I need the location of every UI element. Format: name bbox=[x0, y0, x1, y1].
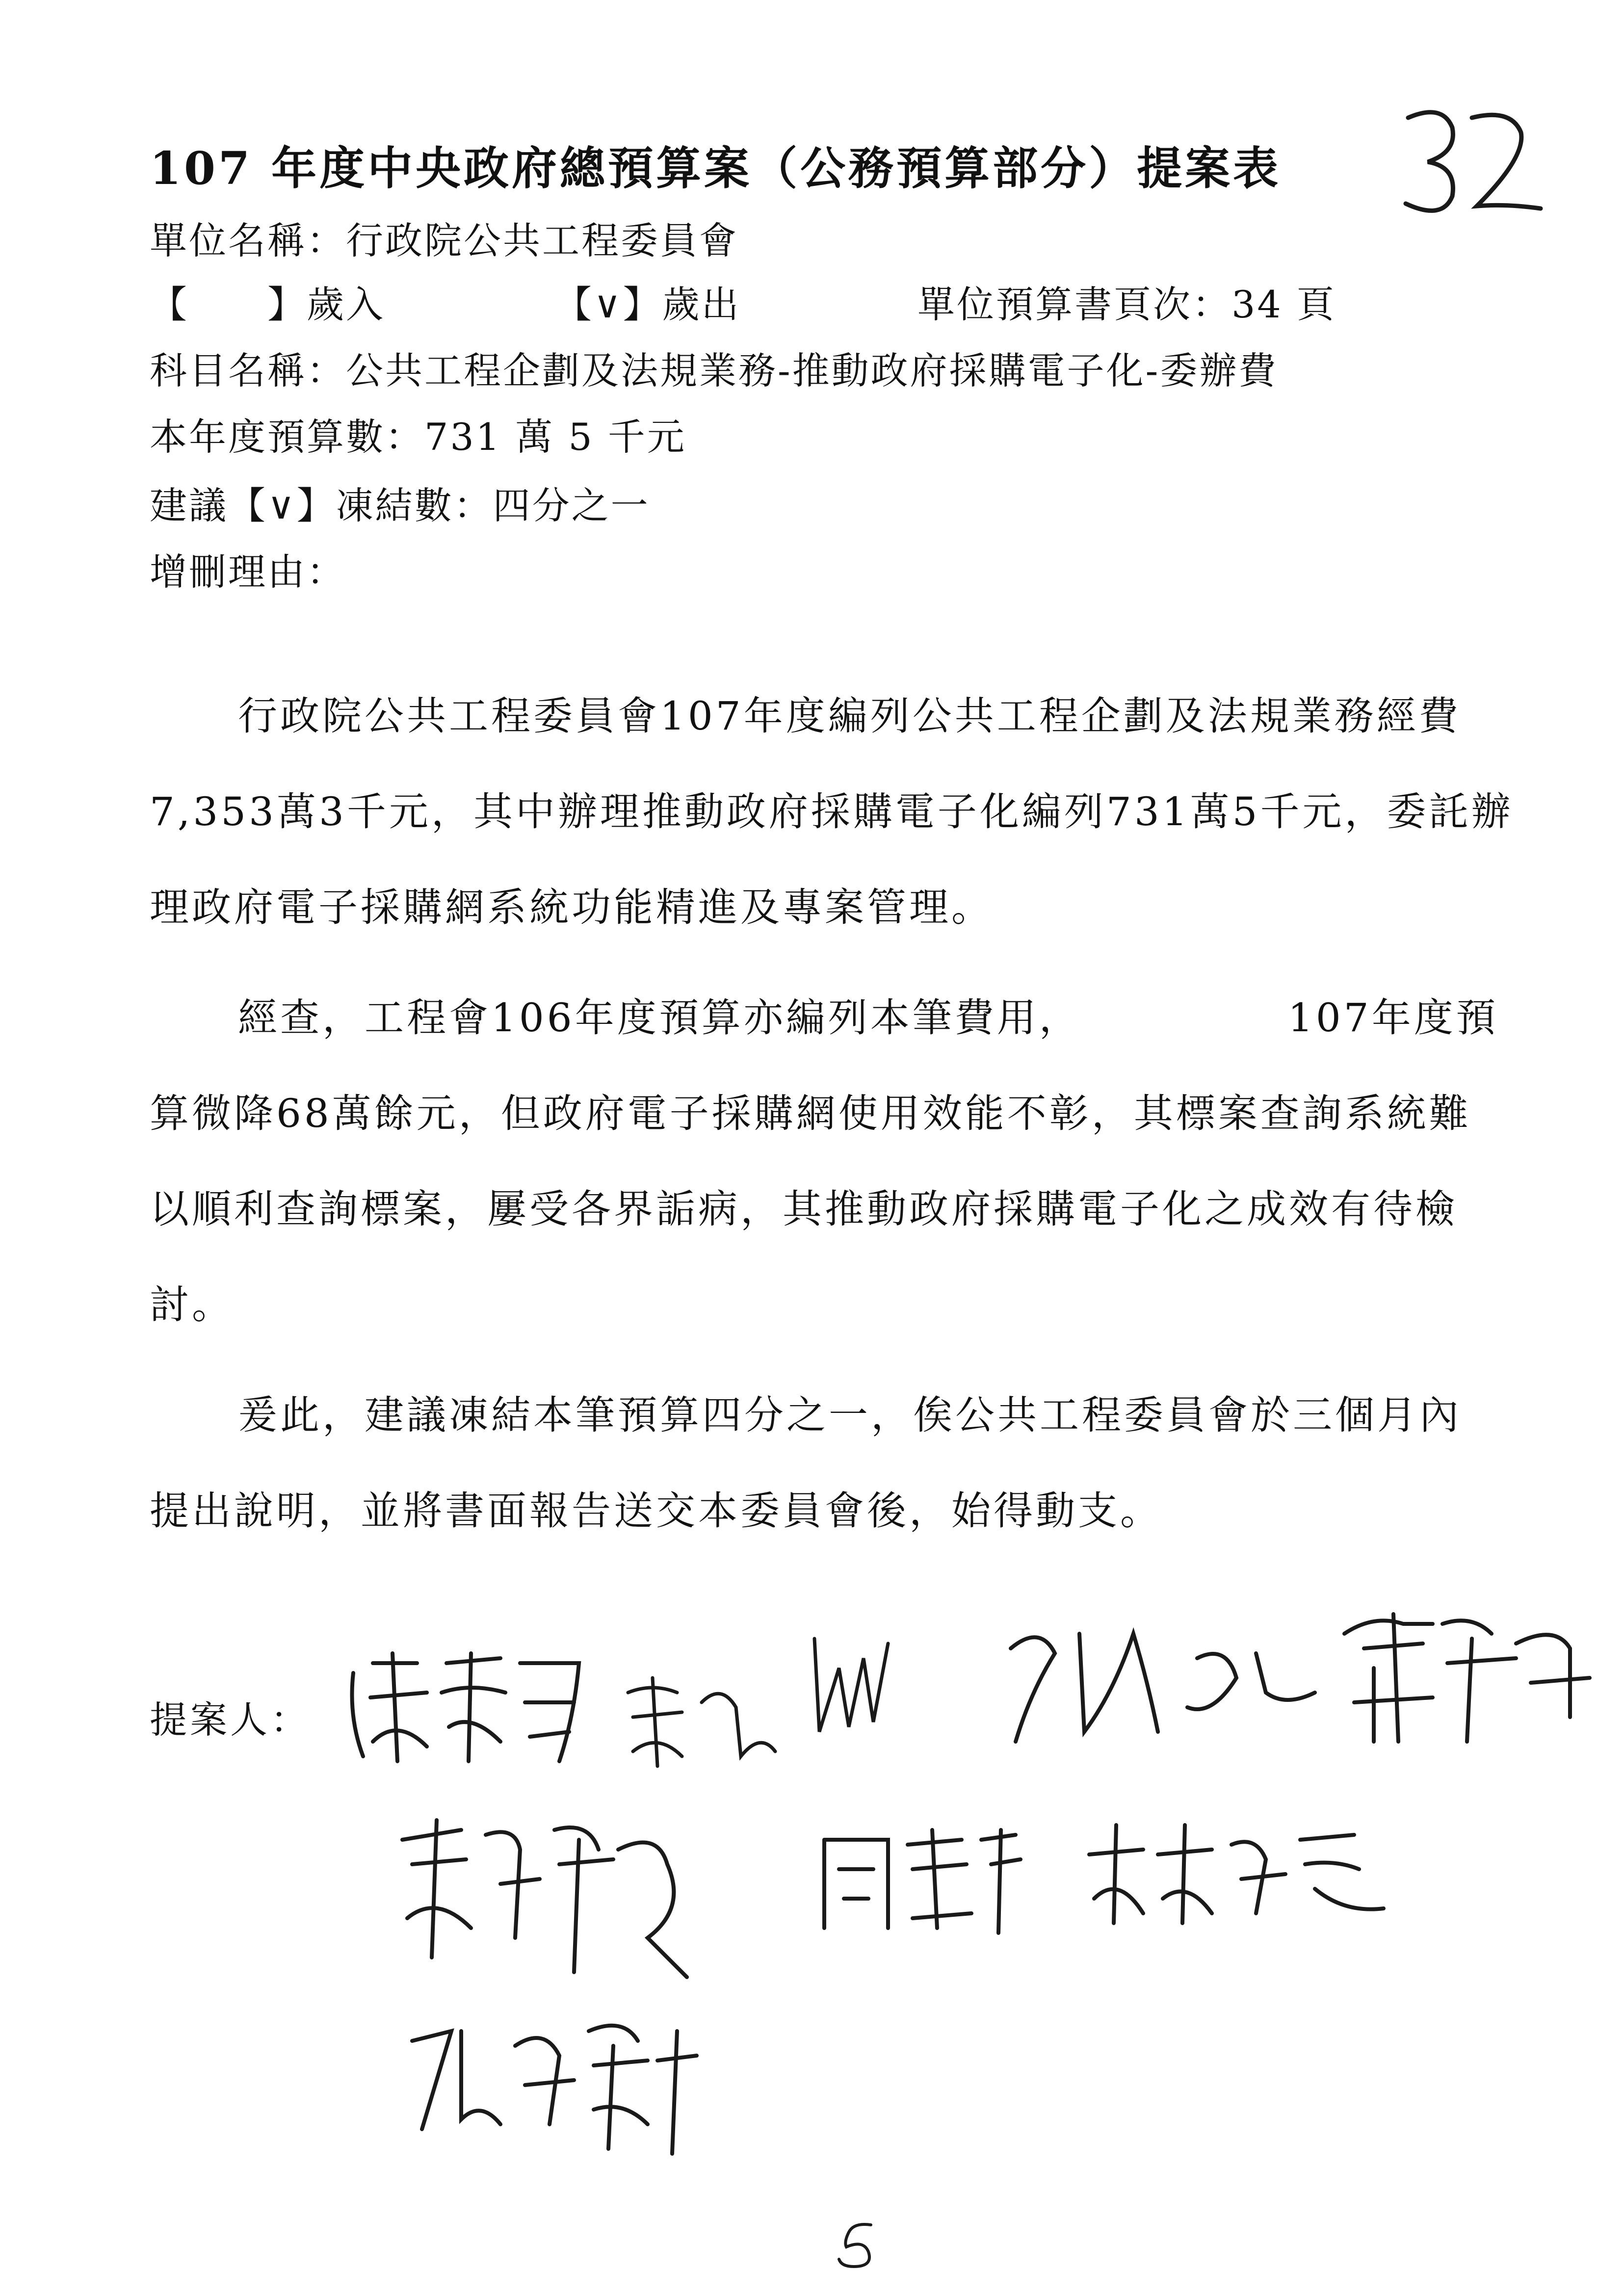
reason-paragraph-2 bbox=[150, 986, 1523, 1339]
signature-6 bbox=[814, 1820, 1025, 1940]
reason-paragraph-3 bbox=[150, 1383, 1523, 1534]
paragraph-line: 算微降68萬餘元，但政府電子採購網使用效能不彰，其標案查詢系統難 bbox=[150, 1091, 1471, 1136]
signature-2 bbox=[623, 1673, 785, 1773]
handwritten-footer-number bbox=[829, 2218, 883, 2273]
signature-1 bbox=[343, 1644, 589, 1773]
paragraph-line: 理政府電子採購網系統功能精進及專案管理。 bbox=[150, 885, 994, 930]
signature-strokes bbox=[393, 1810, 697, 1987]
paragraph-line: 以順利查詢標案，屢受各界詬病，其推動政府採購電子化之成效有待檢 bbox=[150, 1186, 1458, 1232]
signature-4 bbox=[1001, 1594, 1614, 1763]
signature-strokes bbox=[1079, 1815, 1393, 1933]
signature-7 bbox=[1079, 1815, 1393, 1935]
revenue-marker: 【 】歲入 bbox=[150, 283, 385, 326]
signature-strokes bbox=[402, 2002, 707, 2164]
signature-3 bbox=[805, 1629, 893, 1744]
freeze-proposal-line: 建議【∨】凍結數：四分之一 bbox=[150, 484, 650, 527]
signature-5 bbox=[393, 1810, 697, 1989]
budget-amount-line: 本年度預算數：731 萬 5 千元 bbox=[150, 415, 686, 459]
handwritten-footer-strokes bbox=[829, 2218, 883, 2271]
signature-strokes bbox=[623, 1673, 785, 1771]
paragraph-line: 107年度預 bbox=[1288, 995, 1498, 1041]
signature-strokes bbox=[805, 1629, 893, 1742]
paragraph-line: 爰此，建議凍結本筆預算四分之一，俟公共工程委員會於三個月內 bbox=[238, 1392, 1462, 1438]
reason-label: 增刪理由： bbox=[150, 550, 346, 594]
paragraph-line: 經查，工程會106年度預算亦編列本筆費用， bbox=[238, 995, 1081, 1041]
signature-strokes bbox=[1001, 1594, 1614, 1761]
proposer-label: 提案人： bbox=[150, 1698, 311, 1742]
signature-strokes bbox=[343, 1644, 589, 1771]
paragraph-line: 提出說明，並將書面報告送交本委員會後，始得動支。 bbox=[150, 1488, 1162, 1534]
unit-name-line: 單位名稱：行政院公共工程委員會 bbox=[150, 219, 738, 262]
paragraph-line: 行政院公共工程委員會107年度編列公共工程企劃及法規業務經費 bbox=[238, 693, 1461, 739]
handwritten-page-number bbox=[1398, 98, 1545, 228]
expense-marker: 【∨】歲出 bbox=[554, 283, 741, 326]
paragraph-line: 討。 bbox=[150, 1282, 234, 1328]
signature-8 bbox=[402, 2002, 707, 2166]
reason-paragraph-1 bbox=[150, 684, 1523, 930]
revenue-expense-row bbox=[0, 275, 1624, 324]
paragraph-line: 7,353萬3千元，其中辦理推動政府採購電子化編列731萬5千元，委託辦 bbox=[150, 789, 1514, 835]
budget-page-reference: 單位預算書頁次：34 頁 bbox=[917, 283, 1336, 326]
handwritten-page-number-strokes bbox=[1398, 98, 1545, 226]
document-title: 107 年度中央政府總預算案（公務預算部分）提案表 bbox=[150, 142, 1282, 195]
signature-strokes bbox=[814, 1820, 1025, 1938]
subject-name-line: 科目名稱：公共工程企劃及法規業務-推動政府採購電子化-委辦費 bbox=[150, 349, 1278, 392]
